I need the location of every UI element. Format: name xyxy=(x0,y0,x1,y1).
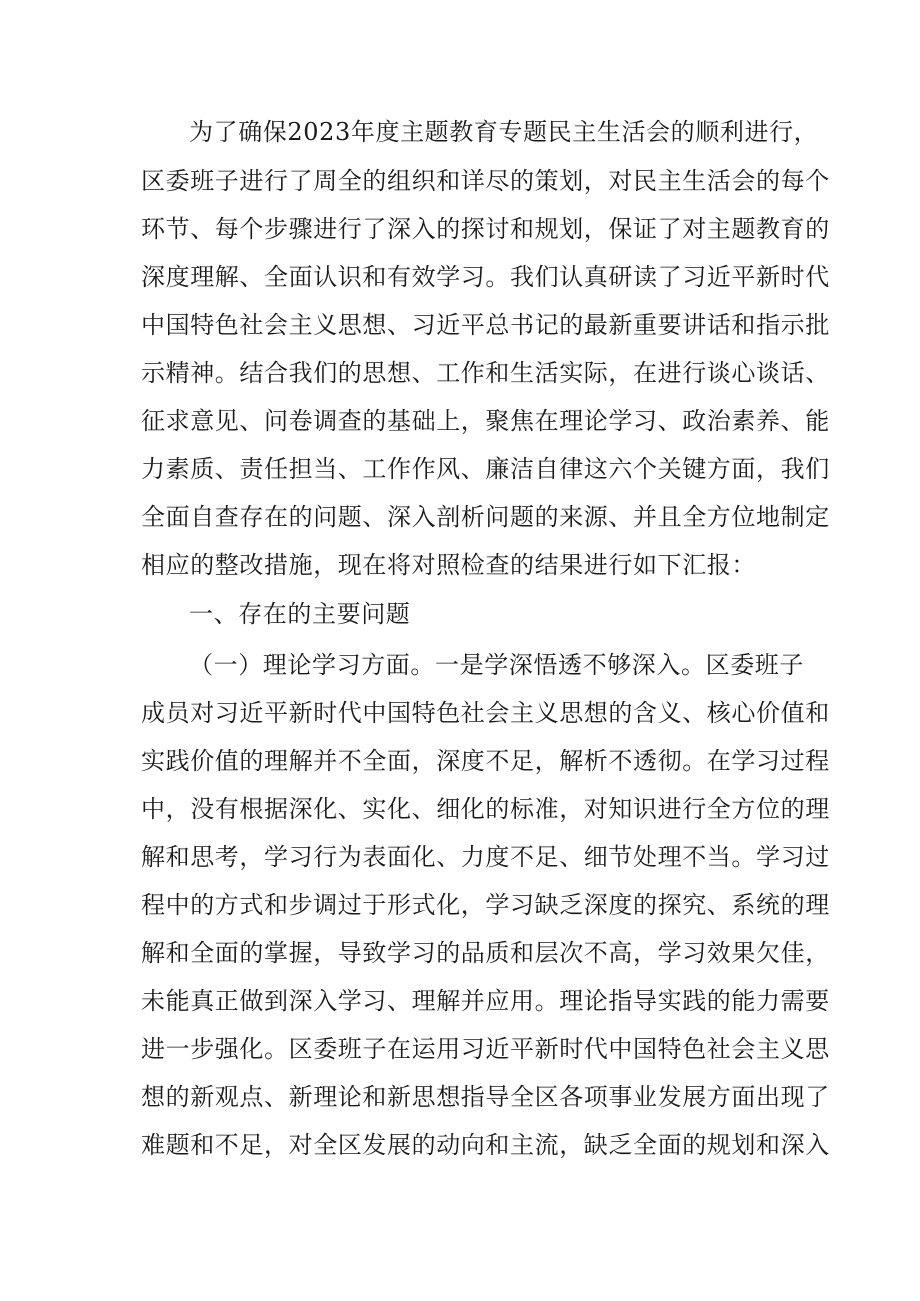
section1-line-4: 中，没有根据深化、实化、细化的标准，对知识进行全方位的理 xyxy=(141,795,830,823)
intro-line-2: 区委班子进行了周全的组织和详尽的策划，对民主生活会的每个 xyxy=(141,167,830,195)
intro-line-4: 深度理解、全面认识和有效学习。我们认真研读了习近平新时代 xyxy=(141,263,830,291)
section1-line-3: 实践价值的理解并不全面，深度不足，解析不透彻。在学习过程 xyxy=(141,747,830,775)
intro-line-1: 为了确保2023年度主题教育专题民主生活会的顺利进行， xyxy=(189,118,819,146)
intro-line-7: 征求意见、问卷调查的基础上，聚焦在理论学习、政治素养、能 xyxy=(141,407,830,435)
section1-line-5: 解和思考，学习行为表面化、力度不足、细节处理不当。学习过 xyxy=(141,843,830,871)
section1-line-10: 想的新观点、新理论和新思想指导全区各项事业发展方面出现了 xyxy=(141,1083,830,1111)
intro-line-3: 环节、每个步骤进行了深入的探讨和规划，保证了对主题教育的 xyxy=(141,215,830,243)
intro-line-5: 中国特色社会主义思想、习近平总书记的最新重要讲话和指示批 xyxy=(141,311,830,339)
section1-line-8: 未能真正做到深入学习、理解并应用。理论指导实践的能力需要 xyxy=(141,987,830,1015)
section-heading: 一、存在的主要问题 xyxy=(189,600,411,628)
intro-line-10: 相应的整改措施，现在将对照检查的结果进行如下汇报： xyxy=(141,551,756,579)
section1-line-7: 解和全面的掌握，导致学习的品质和层次不高，学习效果欠佳， xyxy=(141,939,830,967)
intro-line-6: 示精神。结合我们的思想、工作和生活实际，在进行谈心谈话、 xyxy=(141,359,830,387)
section1-line-9: 进一步强化。区委班子在运用习近平新时代中国特色社会主义思 xyxy=(141,1035,830,1063)
section1-line-2: 成员对习近平新时代中国特色社会主义思想的含义、核心价值和 xyxy=(141,699,830,727)
intro-line-9: 全面自查存在的问题、深入剖析问题的来源、并且全方位地制定 xyxy=(141,503,830,531)
section1-line-11: 难题和不足，对全区发展的动向和主流，缺乏全面的规划和深入 xyxy=(141,1131,830,1159)
intro-line-8: 力素质、责任担当、工作作风、廉洁自律这六个关键方面，我们 xyxy=(141,455,830,483)
section1-line-6: 程中的方式和步调过于形式化，学习缺乏深度的探究、系统的理 xyxy=(141,891,830,919)
section1-line-1: （一）理论学习方面。一是学深悟透不够深入。区委班子 xyxy=(189,651,804,679)
